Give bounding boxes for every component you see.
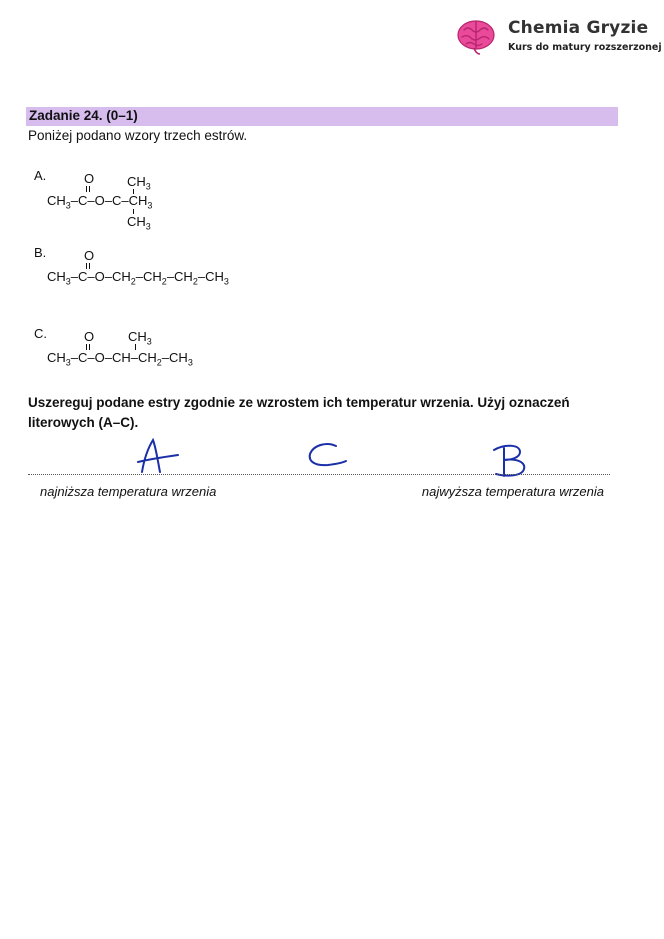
carbonyl-oxygen: O xyxy=(84,171,95,186)
carbonyl-oxygen: O xyxy=(84,248,95,263)
task-instruction: Uszereguj podane estry zgodnie ze wzrostem ich temperatur wrzenia. Użyj oznaczeń literowych (A–C). xyxy=(28,395,570,430)
task-header-bar xyxy=(26,107,618,126)
branch-top: $CH_3$ xyxy=(128,329,152,347)
svg-text:A: A xyxy=(159,456,160,457)
carbonyl-oxygen: O xyxy=(84,329,95,344)
scale-high-label: najwyższa temperatura wrzenia xyxy=(421,484,604,499)
handwritten-answer-2 xyxy=(306,440,350,470)
brand-name: Chemia Gryzie xyxy=(508,18,649,38)
handwritten-answer-3 xyxy=(490,444,534,478)
task-intro: Poniżej podano wzory trzech estrów. xyxy=(28,128,248,143)
main-chain: $CH_3-C-O-CH_2-CH_2-CH_2-CH_3$ xyxy=(47,269,229,287)
scale-low-label: najniższa temperatura wrzenia xyxy=(40,484,217,499)
ester-label: C. xyxy=(34,326,47,341)
ester-label: B. xyxy=(34,245,47,260)
brand-tagline: Kurs do matury rozszerzonej xyxy=(508,42,662,53)
double-bond xyxy=(86,186,90,192)
handwritten-answer-1 xyxy=(136,438,182,474)
main-chain: $CH_3-C-O-CH-CH_2-CH_3$ xyxy=(47,350,193,368)
branch-bottom: $CH_3$ xyxy=(127,214,151,232)
answer-line xyxy=(28,474,610,475)
ester-label: A. xyxy=(34,168,47,183)
branch-top: $CH_3$ xyxy=(127,174,151,192)
main-chain: $CH_3-C-O-C-CH_3$ xyxy=(47,193,153,211)
brand-header xyxy=(456,14,662,58)
svg-text:B: B xyxy=(512,461,513,462)
svg-text:C: C xyxy=(328,455,329,456)
task-title: Zadanie 24. (0–1) xyxy=(29,108,138,123)
brain-icon xyxy=(456,16,496,56)
